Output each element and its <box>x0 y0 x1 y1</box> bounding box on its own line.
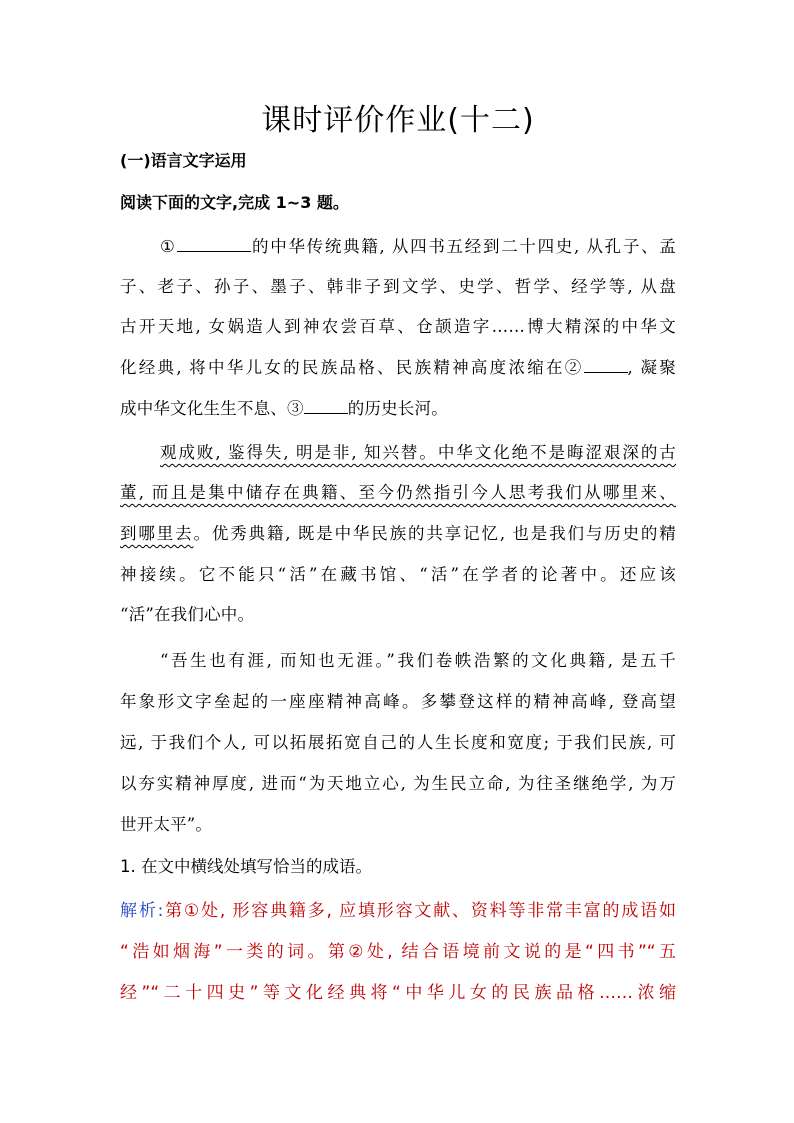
circled-number-1: ① <box>160 237 177 256</box>
page-title: 课时评价作业(十二) <box>261 103 535 138</box>
passage-line: 远, 于我们个人, 可以拓展拓宽自己的人生长度和宽度; 于我们民族, 可 <box>120 733 676 752</box>
passage-line: 年象形文字垒起的一座座精神高峰。多攀登这样的精神高峰, 登高望 <box>120 692 676 711</box>
answer-label: 解析: <box>120 901 164 921</box>
reading-instruction: 阅读下面的文字,完成 1~3 题。 <box>120 193 349 212</box>
fill-blank-2 <box>584 358 628 373</box>
passage-line: 成中华文化生生不息、③ 的历史长河。 <box>120 399 448 418</box>
passage-line: 古开天地, 女娲造人到神农尝百草、仓颉造字……博大精深的中华文 <box>120 317 676 336</box>
passage-line <box>120 439 676 463</box>
wavy-underlined-sentence: 观成败, 鉴得失, 明是非, 知兴替。中华文化绝不是晦涩艰深的古 <box>160 443 676 462</box>
passage-line: “活”在我们心中。 <box>120 605 255 624</box>
passage-line: “吾生也有涯, 而知也无涯。”我们卷帙浩繁的文化典籍, 是五千 <box>160 651 676 670</box>
passage-line: 神接续。它不能只“活”在藏书馆、“活”在学者的论著中。还应该 <box>120 565 676 584</box>
passage-line: 到哪里去。优秀典籍, 既是中华民族的共享记忆, 也是我们与历史的精 <box>120 524 677 543</box>
section-heading: (一)语言文字运用 <box>120 151 247 170</box>
answer-line: 解析:第①处, 形容典籍多, 应填形容文献、资料等非常丰富的成语如 <box>120 901 676 921</box>
wavy-underlined-sentence: 董, 而且是集中储存在典籍、至今仍然指引今人思考我们从哪里来、 <box>120 483 676 502</box>
passage-line: 世开太平”。 <box>120 815 213 834</box>
fill-blank-1 <box>177 237 251 252</box>
wavy-underlined-sentence: 到哪里去 <box>120 524 194 543</box>
passage-line <box>120 479 676 503</box>
question-1: 1. 在文中横线处填写恰当的成语。 <box>120 857 372 876</box>
answer-line: “浩如烟海”一类的词。第②处, 结合语境前文说的是“四书”“五 <box>120 942 676 962</box>
passage-line: 以夯实精神厚度, 进而“为天地立心, 为生民立命, 为往圣继绝学, 为万 <box>120 774 676 793</box>
passage-line: 子、老子、孙子、墨子、韩非子到文学、史学、哲学、经学等, 从盘 <box>120 277 676 296</box>
passage-line: 化经典, 将中华儿女的民族品格、民族精神高度浓缩在② , 凝聚 <box>120 358 676 377</box>
answer-line: 经”“二十四史”等文化经典将“中华儿女的民族品格……浓缩 <box>120 983 676 1003</box>
fill-blank-3 <box>304 399 348 414</box>
passage-line: ① 的中华传统典籍, 从四书五经到二十四史, 从孔子、孟 <box>160 237 676 256</box>
